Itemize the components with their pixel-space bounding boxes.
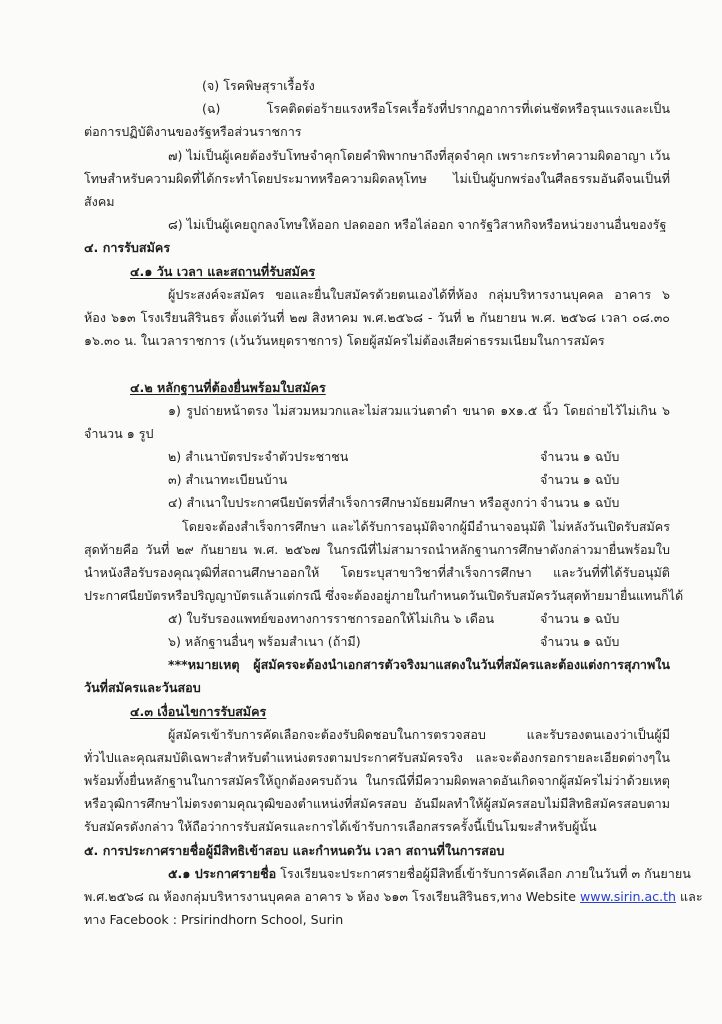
- section-5-1-line3: ทาง Facebook : Prsirindhorn School, Surin: [84, 912, 344, 927]
- section-5-1-line2-text: พ.ศ.๒๕๖๘ ณ ห้องกลุ่มบริหารงานบุคคล อาคาร ๖ ห้อง ๖๑๓ โรงเรียนสิรินธร,ทาง Website: [84, 889, 580, 904]
- section-4-3-heading: ๔.๓ เงื่อนไขการรับสมัคร: [130, 704, 267, 719]
- section-4-1-heading: ๔.๑ วัน เวลา และสถานที่รับสมัคร: [130, 264, 316, 279]
- document-3: ๓) สำเนาทะเบียนบ้าน: [168, 472, 288, 487]
- qualification-item-7-line1: ๗) ไม่เป็นผู้เคยต้องรับโทษจำคุกโดยคำพิพากษาถึงที่สุดจำคุก เพราะกระทำความผิดอาญา เว้น: [168, 148, 670, 163]
- section-4-heading: ๔. การรับสมัคร: [84, 240, 171, 255]
- condition-line1: ผู้สมัครเข้ารับการคัดเลือกจะต้องรับผิดชอบในการตรวจสอบ และรับรองตนเองว่าเป็นผู้มี: [168, 727, 670, 742]
- section-5-1-heading: ๕.๑ ประกาศรายชื่อ: [168, 866, 277, 881]
- qualification-item-8: ๘) ไม่เป็นผู้เคยถูกลงโทษให้ออก ปลดออก หรือไล่ออก จากรัฐวิสาหกิจหรือหน่วยงานอื่นของรัฐ: [168, 217, 667, 232]
- education-note-line4: ประกาศนียบัตรหรือปริญญาบัตรแล้วแต่กรณี ซึ่งจะต้องอยู่ภายในกำหนดวันเปิดรับสมัครวันสุดท้ายมายื่นแทนก็ได้: [84, 588, 684, 603]
- condition-line2: ทั่วไปและคุณสมบัติเฉพาะสำหรับตำแหน่งตรงตามประกาศรับสมัครจริง และจะต้องกรอกรายละเอียดต่างๆใน: [84, 750, 670, 765]
- section-5-1-line1: [168, 864, 691, 884]
- document-2-quantity: จำนวน ๑ ฉบับ: [540, 449, 620, 464]
- section-4-1-line2: ห้อง ๖๑๓ โรงเรียนสิรินธร ตั้งแต่วันที่ ๒๗ สิงหาคม พ.ศ.๒๕๖๘ - วันที่ ๒ กันยายน พ.ศ. ๒๕๖๘ เวลา ๐๘.๓๐: [84, 310, 670, 325]
- document-5-quantity: จำนวน ๑ ฉบับ: [540, 611, 620, 626]
- section-4-2-heading: ๔.๒ หลักฐานที่ต้องยื่นพร้อมใบสมัคร: [130, 380, 326, 395]
- document-6: ๖) หลักฐานอื่นๆ พร้อมสำเนา (ถ้ามี): [168, 634, 361, 649]
- qualification-item-7-line2: โทษสำหรับความผิดที่ได้กระทำโดยประมาทหรือความผิดลหุโทษ ไม่เป็นผู้บกพร่องในศีลธรรมอันดีจนเป็นที่: [84, 171, 670, 186]
- document-4-quantity: จำนวน ๑ ฉบับ: [540, 495, 620, 510]
- document-5: ๕) ใบรับรองแพทย์ของทางการราชการออกให้ไม่เกิน ๖ เดือน: [168, 611, 495, 626]
- condition-line5: รับสมัครดังกล่าว ให้ถือว่าการรับสมัครและการได้เข้ารับการเลือกสรรครั้งนี้เป็นโมฆะสำหรับผู้นั้น: [84, 819, 597, 834]
- qualification-item-f-line2: ต่อการปฏิบัติงานของรัฐหรือส่วนราชการ: [84, 124, 302, 139]
- section-4-1-line1: ผู้ประสงค์จะสมัคร ขอและยื่นใบสมัครด้วยตนเองได้ที่ห้อง กลุ่มบริหารงานบุคคล อาคาร ๖: [168, 287, 670, 302]
- qualification-item-7-line3: สังคม: [84, 194, 115, 209]
- education-note-line1: โดยจะต้องสำเร็จการศึกษา และได้รับการอนุมัติจากผู้มีอำนาจอนุมัติ ไม่หลังวันเปิดรับสมัคร: [182, 519, 670, 534]
- condition-line4: หรือวุฒิการศึกษาไม่ตรงตามคุณวุฒิของตำแหน่งที่สมัครสอบ อันมีผลทำให้ผู้สมัครสอบไม่มีสิทธิสมัครสอบตาม: [84, 796, 670, 811]
- section-5-heading: ๕. การประกาศรายชื่อผู้มีสิทธิเข้าสอบ และกำหนดวัน เวลา สถานที่ในการสอบ: [84, 843, 505, 858]
- section-4-1-line3: ๑๖.๓๐ น. ในเวลาราชการ (เว้นวันหยุดราชการ) โดยผู้สมัครไม่ต้องเสียค่าธรรมเนียมในการสมัคร: [84, 333, 605, 348]
- website-link[interactable]: www.sirin.ac.th: [579, 889, 677, 904]
- section-5-1-line1-text: โรงเรียนจะประกาศรายชื่อผู้มีสิทธิ์เข้ารับการคัดเลือก ภายในวันที่ ๓ กันยายน: [276, 866, 691, 881]
- document-6-quantity: จำนวน ๑ ฉบับ: [540, 634, 620, 649]
- document-2: ๒) สำเนาบัตรประจำตัวประชาชน: [168, 449, 349, 464]
- section-5-1-line2: [84, 887, 703, 907]
- remark-line2: วันที่สมัครและวันสอบ: [84, 680, 201, 695]
- condition-line3: พร้อมทั้งยื่นหลักฐานในการสมัครให้ถูกต้องครบถ้วน ในกรณีที่มีความผิดพลาดอันเกิดจากผู้สมัครไม่ว่าด้วยเหตุ: [84, 773, 670, 788]
- document-1-line1: ๑) รูปถ่ายหน้าตรง ไม่สวมหมวกและไม่สวมแว่นตาดำ ขนาด ๑x๑.๕ นิ้ว โดยถ่ายไว้ไม่เกิน ๖: [168, 403, 670, 418]
- remark-line1: ***หมายเหตุ ผู้สมัครจะต้องนำเอกสารตัวจริงมาแสดงในวันที่สมัครและต้องแต่งการสุภาพใน: [168, 657, 670, 672]
- document-1-line2: จำนวน ๑ รูป: [84, 426, 154, 441]
- education-note-line3: นำหนังสือรับรองคุณวุฒิที่สถานศึกษาออกให้ โดยระบุสาขาวิชาที่สำเร็จการศึกษา และวันที่ที่ได้รับอนุมัติ: [84, 565, 670, 580]
- qualification-item-e: (จ) โรคพิษสุราเรื้อรัง: [202, 78, 315, 93]
- education-note-line2: สุดท้ายคือ วันที่ ๒๙ กันยายน พ.ศ. ๒๕๖๗ ในกรณีที่ไม่สามารถนำหลักฐานการศึกษาดังกล่าวมายื่นพร้อมใบ: [84, 542, 670, 557]
- section-5-1-line2-end: และ: [676, 889, 703, 904]
- qualification-item-f-line1: (ฉ) โรคติดต่อร้ายแรงหรือโรคเรื้อรังที่ปรากฏอาการที่เด่นชัดหรือรุนแรงและเป็น: [202, 101, 670, 116]
- document-4: ๔) สำเนาใบประกาศนียบัตรที่สำเร็จการศึกษามัธยมศึกษา หรือสูงกว่า: [168, 495, 538, 510]
- document-3-quantity: จำนวน ๑ ฉบับ: [540, 472, 620, 487]
